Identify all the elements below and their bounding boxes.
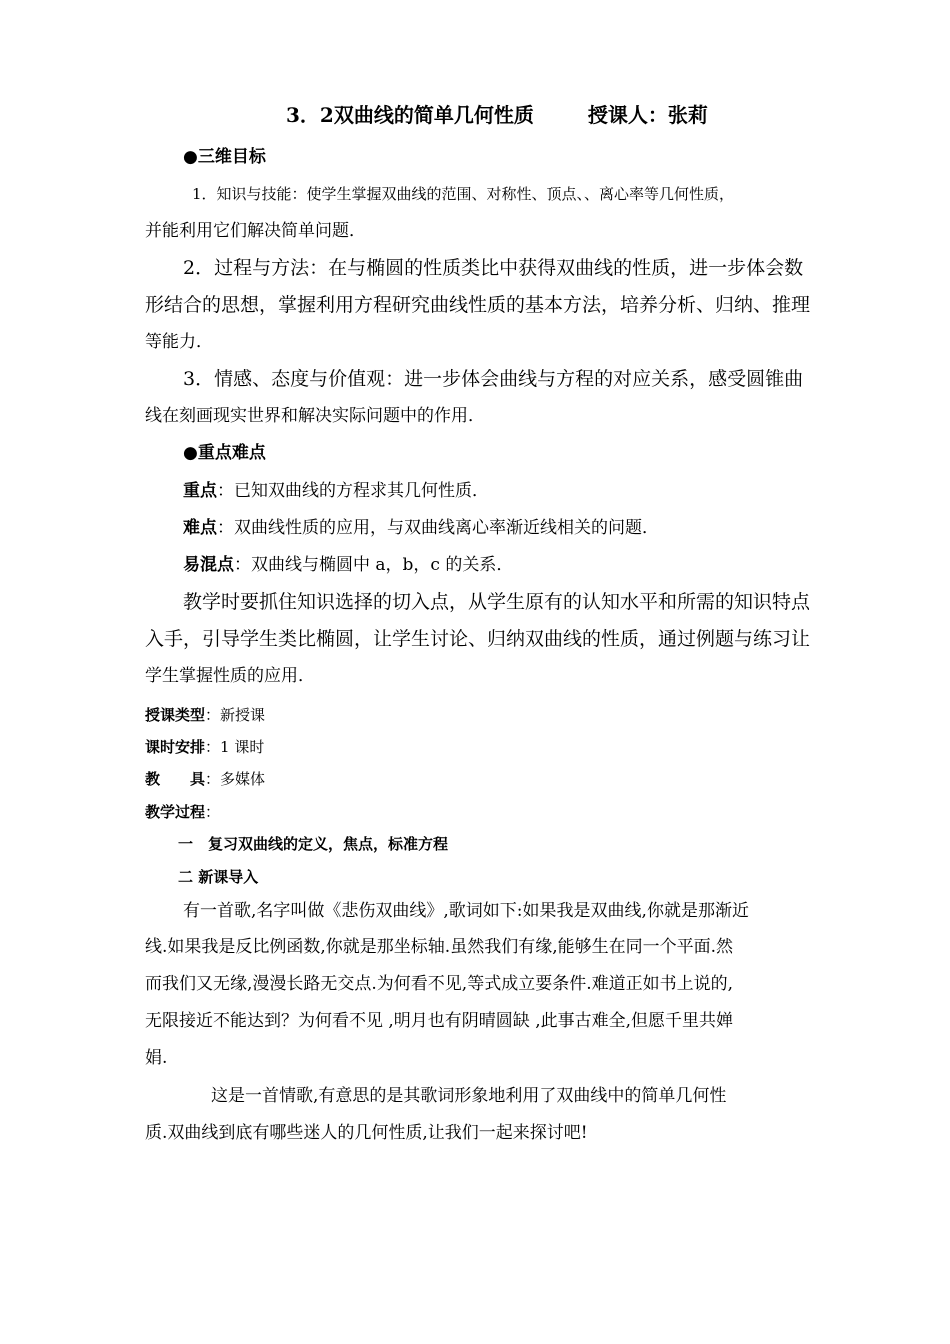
tools-text: ：多媒体: [205, 770, 266, 788]
difficult-text: ：双曲线性质的应用，与双曲线离心率渐近线相关的问题．: [217, 518, 659, 538]
key-text: ：已知双曲线的方程求其几何性质．: [217, 481, 489, 501]
key-point: [183, 481, 489, 501]
page-title: [286, 99, 708, 128]
goal2-line2: 形结合的思想，掌握利用方程研究曲线性质的基本方法，培养分析、归纳、推理: [145, 294, 811, 316]
schedule-text: ：1 课时: [205, 738, 265, 756]
goal3-line1: 3．情感、态度与价值观：进一步体会曲线与方程的对应关系，感受圆锥曲: [183, 368, 804, 390]
schedule-label: 课时安排: [145, 738, 206, 756]
goal1-line2: 并能利用它们解决简单问题．: [145, 221, 366, 241]
song-line2: 线.如果我是反比例函数,你就是那坐标轴.虽然我们有缘,能够生在同一个平面.然: [145, 937, 734, 957]
lesson-type-label: 授课类型: [145, 706, 206, 724]
strategy-line1: 教学时要抓住知识选择的切入点，从学生原有的认知水平和所需的知识特点: [183, 591, 811, 613]
goal2-line3: 等能力．: [145, 332, 213, 352]
step2-heading: 二 新课导入: [178, 868, 259, 886]
difficult-point: [183, 518, 659, 538]
song-line5: 娟.: [145, 1048, 168, 1068]
goal1-line1: 1．知识与技能：使学生掌握双曲线的范围、对称性、顶点、、离心率等几何性质，: [192, 185, 735, 203]
process-label: 教学过程: [145, 803, 206, 821]
goal2-line1: 2．过程与方法：在与椭圆的性质类比中获得双曲线的性质，进一步体会数: [183, 257, 804, 279]
goals-heading: ●三维目标: [183, 147, 266, 167]
schedule: [145, 738, 264, 756]
song-line4: 无限接近不能达到？为何看不见 ,明月也有阴晴圆缺 ,此事古难全,但愿千里共婵: [145, 1011, 734, 1031]
key-heading: ●重点难点: [183, 443, 266, 463]
title-author: 授课人：张莉: [587, 103, 708, 127]
goal3-line2: 线在刻画现实世界和解决实际问题中的作用．: [145, 406, 485, 426]
confusing-text: ：双曲线与椭圆中 a，b，c 的关系．: [234, 555, 514, 575]
conclusion-line2: 质.双曲线到底有哪些迷人的几何性质,让我们一起来探讨吧!: [145, 1123, 588, 1143]
lesson-type: [145, 706, 265, 724]
strategy-line3: 学生掌握性质的应用．: [145, 666, 315, 686]
process: [145, 803, 220, 821]
conclusion-line1: 这是一首情歌,有意思的是其歌词形象地利用了双曲线中的简单几何性: [211, 1086, 727, 1106]
song-line1: 有一首歌,名字叫做《悲伤双曲线》,歌词如下:如果我是双曲线,你就是那渐近: [183, 901, 749, 921]
strategy-line2: 入手，引导学生类比椭圆，让学生讨论、归纳双曲线的性质，通过例题与练习让: [145, 628, 811, 650]
confusing-label: 易混点: [183, 555, 234, 575]
song-line3: 而我们又无缘,漫漫长路无交点.为何看不见,等式成立要条件.难道正如书上说的,: [145, 974, 734, 994]
step1-heading: 一 复习双曲线的定义，焦点，标准方程: [178, 835, 449, 853]
tools-label: 教 具: [145, 770, 206, 788]
lesson-type-text: ：新授课: [205, 706, 266, 724]
confusing-point: [183, 555, 513, 575]
difficult-label: 难点: [183, 518, 217, 538]
process-text: ：: [205, 803, 221, 821]
tools: [145, 770, 265, 788]
title-text: 3．2双曲线的简单几何性质: [286, 103, 534, 127]
key-label: 重点: [183, 481, 217, 501]
